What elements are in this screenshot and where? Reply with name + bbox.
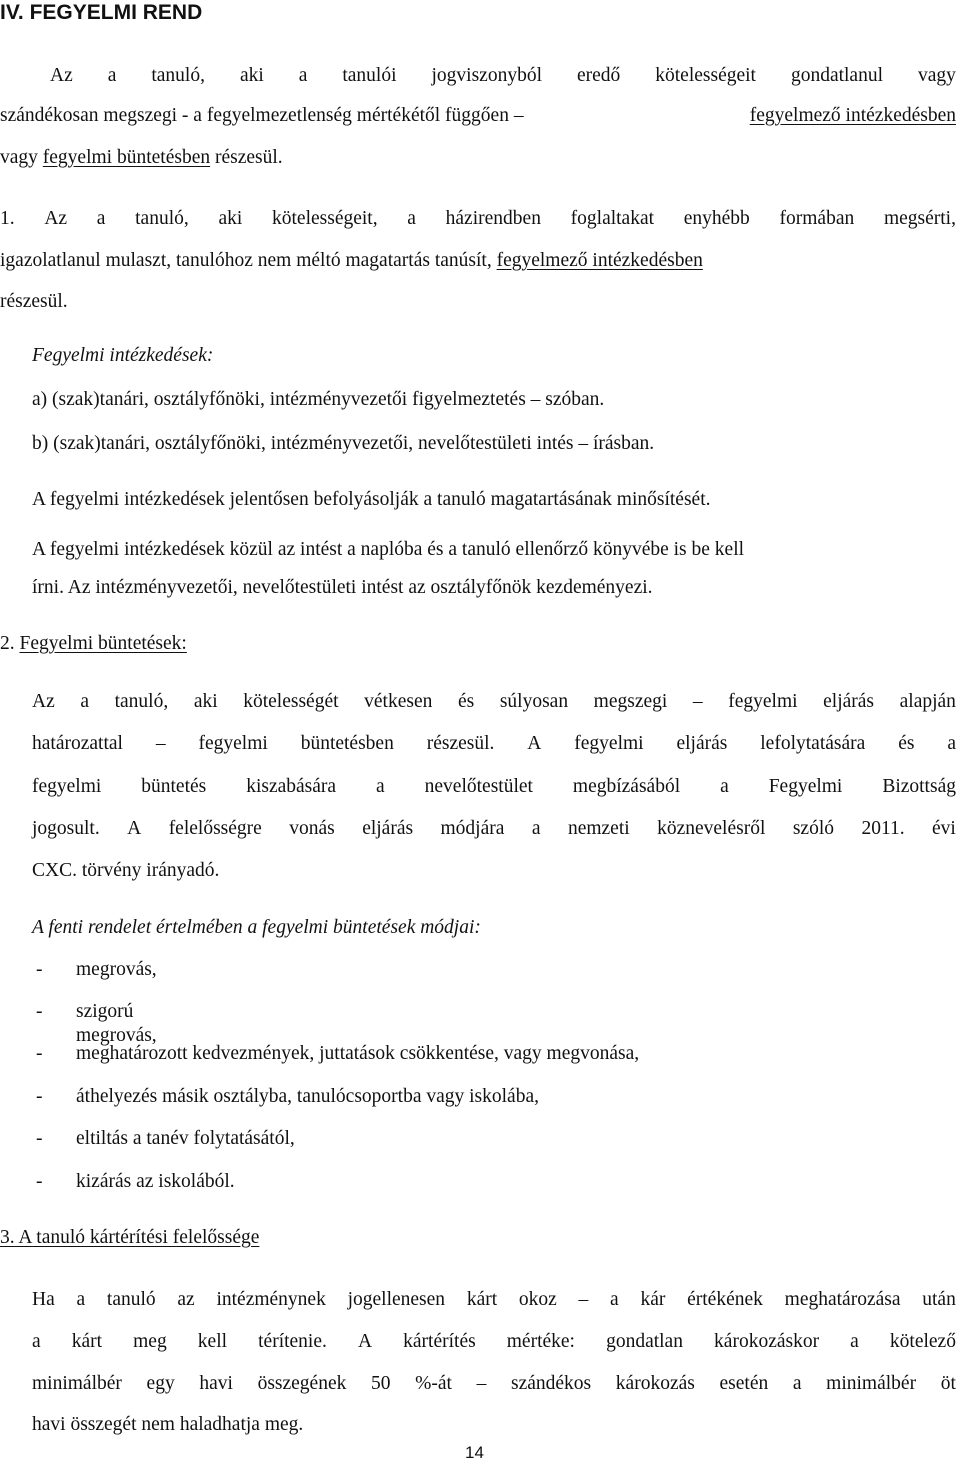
word: fegyelmi [32,776,102,797]
intro-text: részesül. [210,147,283,168]
intro-line-3 [0,146,283,170]
s2-line-2 [32,732,956,756]
word: alapján [899,691,956,712]
word: az [177,1289,195,1310]
word: egy [146,1373,175,1394]
s1-line-1 [0,207,956,231]
list-dash: - [36,959,43,980]
measures-effect-paragraph: A fegyelmi intézkedések jelentősen befolyásolják a tanuló magatartásának minősítését. [32,489,711,510]
word: Bizottság [882,776,956,797]
word: lefolytatására [760,733,866,754]
word: kártérítés [403,1331,476,1352]
word: minimálbér [826,1373,917,1394]
word: a [531,818,541,839]
word: megszegi [593,691,668,712]
s2-heading [0,632,187,656]
word: fegyelmi [728,691,798,712]
s3-line-2 [32,1330,956,1354]
word: aki [239,65,264,86]
warning-record-line-2: írni. Az intézményvezetői, nevelőtestületi intést az osztályfőnök kezdeményezi. [32,577,653,598]
word: a [107,65,117,86]
warning-record-line-1: A fegyelmi intézkedések közül az intést a naplóba és a tanuló ellenőrző könyvébe is be kell [32,539,745,560]
word: köznevelésről [657,818,766,839]
word: %-át [415,1373,452,1394]
word: súlyosan [499,691,569,712]
word: aki [218,208,243,229]
disciplinary-measure-term: fegyelmező intézkedésben [749,105,956,126]
word: határozattal [32,733,123,754]
word: kell [197,1331,228,1352]
word: vagy [917,65,956,86]
word: foglaltakat [570,208,655,229]
word: 1. [0,208,15,229]
word: módjára [440,818,505,839]
word: kiszabására [246,776,337,797]
word: a [80,691,89,712]
word: vétkesen [364,691,433,712]
list-item-text: szigorú megrovás, [76,1001,157,1046]
word: A [127,818,142,839]
word: A [357,1331,373,1352]
page-number: 14 [465,1443,484,1462]
word: a [947,733,956,754]
word: eljárás [823,691,875,712]
word: károkozás [615,1373,695,1394]
word: tanuló [106,1289,156,1310]
word: a [96,208,106,229]
word: gondatlanul [790,65,884,86]
word: meg [133,1331,167,1352]
word: után [922,1289,956,1310]
word: nemzeti [567,818,630,839]
section-title: Fegyelmi büntetések: [19,633,187,654]
word: értékének [687,1289,763,1310]
word: és [457,691,475,712]
section-title: A tanuló kártérítési felelőssége [14,1227,260,1248]
word: eredő [576,65,621,86]
word: – [476,1373,487,1394]
word: a [792,1373,802,1394]
word: intézménynek [216,1289,326,1310]
word: eljárás [676,733,728,754]
word: a [376,776,385,797]
word: kár [640,1289,666,1310]
list-dash: - [36,1086,43,1107]
word: a [720,776,729,797]
word: a [76,1289,86,1310]
s1-text: igazolatlanul mulaszt, tanulóhoz nem méltó magatartás tanúsít, [0,250,497,271]
measures-title: Fegyelmi intézkedések: [32,345,214,366]
intro-text: vagy [0,147,43,168]
word: a [850,1331,859,1352]
word: házirendben [445,208,541,229]
list-dash: - [36,1001,43,1022]
word: fegyelmi [574,733,644,754]
word: tanuló, [151,65,205,86]
word: Fegyelmi [768,776,843,797]
word: és [898,733,915,754]
word: büntetésben [300,733,394,754]
disciplinary-measure-term: fegyelmező intézkedésben [496,250,703,271]
word: felelősségre [168,818,262,839]
word: okoz [518,1289,557,1310]
word: 50 [371,1373,391,1394]
word: tanulói [342,65,397,86]
word: büntetés [141,776,207,797]
word: öt [940,1373,956,1394]
list-item-text: áthelyezés másik osztályba, tanulócsoportba vagy iskolába, [76,1086,539,1107]
section-number: 3. [0,1227,15,1248]
intro-text: szándékosan megszegi - a fegyelmezetlenség mértékétől függően – [0,105,524,126]
word: meghatározása [784,1289,901,1310]
s1-line-2 [0,249,956,273]
s2-line-1 [32,690,956,714]
word: fegyelmi [198,733,268,754]
word: kötelességeit [655,65,756,86]
list-dash: - [36,1043,43,1064]
word: Az [50,65,73,86]
word: esetén [719,1373,769,1394]
word: károkozáskor [714,1331,820,1352]
word: A [527,733,542,754]
word: a [407,208,416,229]
s1-line-3: részesül. [0,291,68,312]
word: – [578,1289,589,1310]
word: évi [932,818,956,839]
word: – [692,691,703,712]
word: a [610,1289,619,1310]
word: aki [193,691,218,712]
s2-line-5: CXC. törvény irányadó. [32,860,220,881]
word: tanuló, [114,691,169,712]
word: részesül. [426,733,495,754]
disciplinary-penalty-term: fegyelmi büntetésben [42,147,211,168]
penalties-list-title: A fenti rendelet értelmében a fegyelmi büntetések módjai: [32,917,481,938]
word: szándékos [511,1373,592,1394]
word: jogosult. [32,818,100,839]
word: – [155,733,166,754]
word: kötelességeit, [272,208,378,229]
word: összegének [257,1373,347,1394]
word: kárt [466,1289,498,1310]
word: Ha [32,1289,55,1310]
word: nevelőtestület [424,776,533,797]
word: formában [779,208,855,229]
list-item-text: meghatározott kedvezmények, juttatások csökkentése, vagy megvonása, [76,1043,640,1064]
s2-line-4 [32,817,956,841]
measure-b: b) (szak)tanári, osztályfőnöki, intézményvezetői, nevelőtestületi intés – írásban. [32,433,655,454]
s3-line-4: havi összegét nem haladhatja meg. [32,1414,304,1435]
intro-line-2 [0,104,956,128]
word: vonás [289,818,335,839]
measure-a: a) (szak)tanári, osztályfőnöki, intézményvezetői figyelmeztetés – szóban. [32,389,605,410]
s2-line-3 [32,775,956,799]
list-dash: - [36,1128,43,1149]
word: minimálbér [32,1373,122,1394]
intro-line-1 [50,64,956,88]
word: megsérti, [883,208,956,229]
word: kötelességét [243,691,339,712]
word: Az [32,691,55,712]
word: Az [44,208,68,229]
word: mértéke: [506,1331,575,1352]
word: jogellenesen [347,1289,446,1310]
word: eljárás [362,818,414,839]
s3-heading [0,1226,259,1250]
word: 2011. [861,818,905,839]
list-item-text: kizárás az iskolából. [76,1171,235,1192]
word: havi [199,1373,233,1394]
word: a [298,65,308,86]
section-heading: IV. FEGYELMI REND [0,1,203,24]
word: szóló [792,818,834,839]
word: jogviszonyból [431,65,542,86]
word: megbízásából [572,776,681,797]
word: a [32,1331,41,1352]
s3-line-3 [32,1372,956,1396]
word: térítenie. [258,1331,327,1352]
list-dash: - [36,1171,43,1192]
word: gondatlan [606,1331,683,1352]
list-item-text: megrovás, [76,959,157,980]
word: tanuló, [135,208,189,229]
word: kárt [71,1331,103,1352]
word: enyhébb [683,208,750,229]
s3-line-1 [32,1288,956,1312]
list-item-text: eltiltás a tanév folytatásától, [76,1128,295,1149]
word: kötelező [889,1331,956,1352]
section-number: 2. [0,633,20,654]
